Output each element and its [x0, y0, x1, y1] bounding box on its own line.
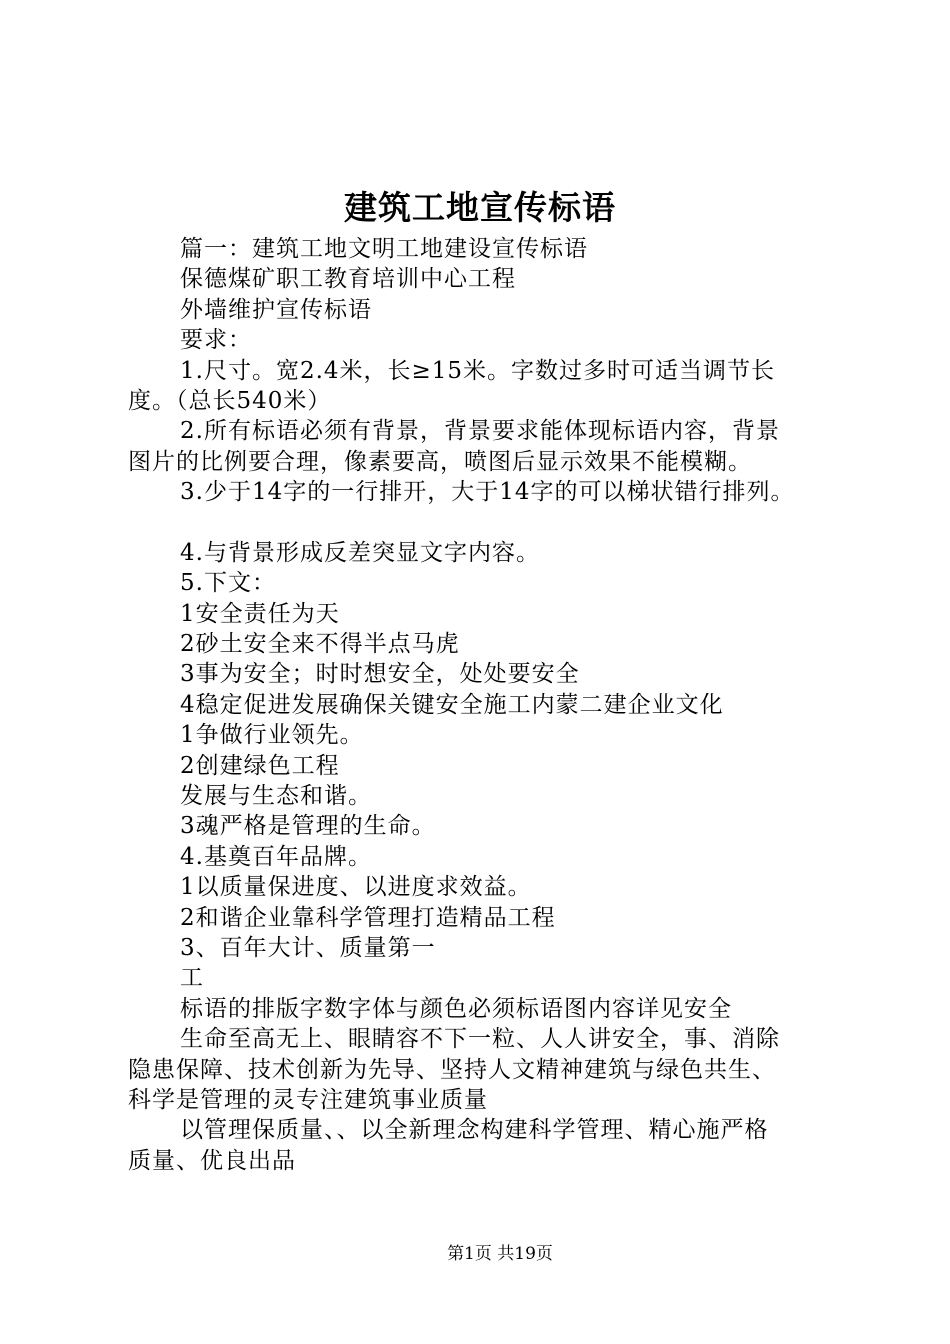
- text-line: 4稳定促进发展确保关键安全施工内蒙二建企业文化: [180, 691, 724, 718]
- text-line: 以管理保质量、、以全新理念构建科学管理、精心施严格: [180, 1117, 769, 1144]
- blank-line: [128, 508, 840, 538]
- text-line: 隐患保障、技术创新为先导、坚持人文精神建筑与绿色共生、: [128, 1056, 776, 1083]
- text-line: 1.尺寸。宽2.4米，长≥15米。字数过多时可适当调节长: [180, 357, 776, 384]
- text-line: 1以质量保进度、以进度求效益。: [180, 874, 532, 901]
- text-line: 外墙维护宣传标语: [180, 296, 372, 323]
- document-title: 建筑工地宣传标语: [344, 188, 616, 227]
- text-line: 2.所有标语必须有背景，背景要求能体现标语内容，背景: [180, 418, 780, 445]
- text-line: 2和谐企业靠科学管理打造精品工程: [180, 904, 556, 931]
- text-line: 1安全责任为天: [180, 600, 340, 627]
- text-line: 1争做行业领先。: [180, 722, 364, 749]
- text-line: 发展与生态和谐。: [180, 783, 372, 810]
- text-line: 3魂严格是管理的生命。: [180, 813, 436, 840]
- text-line: 质量、优良出品: [128, 1147, 296, 1174]
- text-line: 工: [180, 965, 204, 992]
- text-line: 3.少于14字的一行排开，大于14字的可以梯状错行排列。: [180, 479, 795, 506]
- text-line: 篇一：建筑工地文明工地建设宣传标语: [180, 236, 588, 262]
- text-line: 保德煤矿职工教育培训中心工程: [180, 266, 516, 293]
- text-line: 3事为安全；时时想安全，处处要安全: [180, 661, 580, 688]
- text-line: 4.基奠百年品牌。: [180, 843, 372, 870]
- document-body: [128, 234, 840, 1176]
- text-line: 5.下文：: [180, 570, 276, 597]
- page-footer: 第1页 共19页: [447, 1244, 553, 1264]
- text-line: 4.与背景形成反差突显文字内容。: [180, 539, 540, 566]
- text-line: 科学是管理的灵专注建筑事业质量: [128, 1086, 488, 1113]
- text-line: 3、百年大计、质量第一: [180, 934, 436, 961]
- text-line: 2砂土安全来不得半点马虎: [180, 631, 460, 658]
- text-line: 度。（总长540米）: [128, 387, 332, 414]
- text-line: 要求：: [180, 327, 252, 354]
- text-line: 2创建绿色工程: [180, 752, 340, 779]
- text-line: 图片的比例要合理，像素要高，喷图后显示效果不能模糊。: [128, 448, 752, 475]
- text-line: 生命至高无上、眼睛容不下一粒、人人讲安全，事、消除: [180, 1026, 780, 1053]
- text-line: 标语的排版字数字体与颜色必须标语图内容详见安全: [180, 995, 732, 1022]
